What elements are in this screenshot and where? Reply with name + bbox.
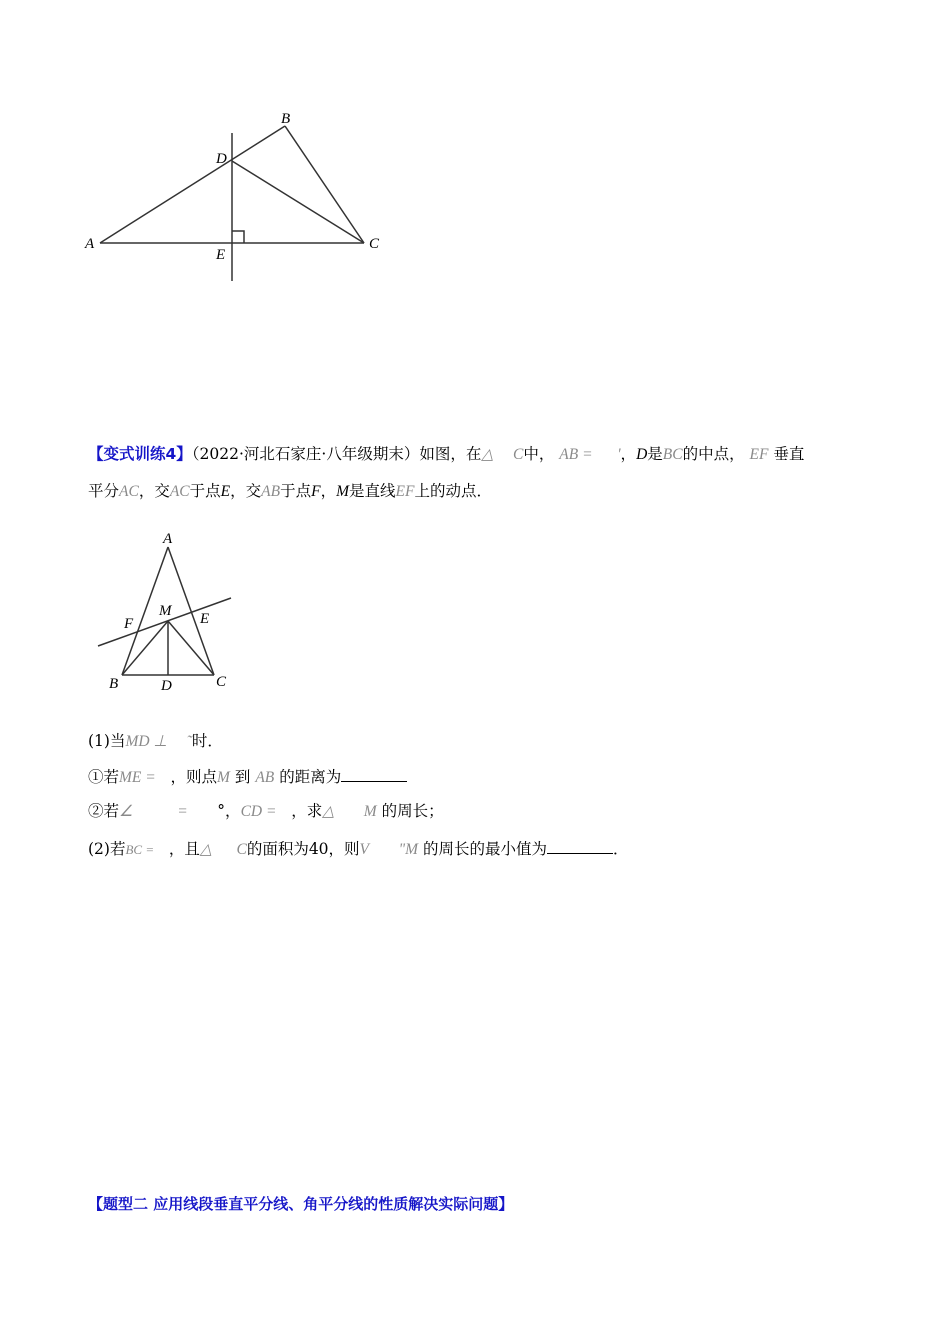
exercise-4-line-1: 【变式训练4】（2022·河北石家庄·八年级期末）如图，在△ C中， AB = '，D是BC的中点， EF 垂直 bbox=[88, 445, 805, 463]
segment-AB bbox=[100, 126, 285, 243]
question-2: (2)若BC = ，且△ C的面积为40，则V "M 的周长的最小值为 ． bbox=[88, 840, 629, 858]
exercise-tag: 【变式训练4】 bbox=[88, 445, 192, 463]
segment-DC bbox=[232, 161, 364, 243]
question-1-ii: ②若∠ = °，CD = ，求△ M 的周长； bbox=[88, 802, 444, 820]
label-B: B bbox=[109, 676, 119, 692]
section-heading: 【题型二 应用线段垂直平分线、角平分线的性质解决实际问题】 bbox=[88, 1195, 514, 1213]
question-1-i: ①若ME = ，则点M 到 AB 的距离为 bbox=[88, 766, 407, 788]
exercise-4-line-2: 平分AC，交AC于点E，交AB于点F，M是直线EF上的动点． bbox=[88, 482, 492, 500]
label-C: C bbox=[216, 674, 227, 690]
label-B: B bbox=[281, 111, 291, 127]
label-A: A bbox=[85, 236, 95, 252]
segment-BC bbox=[285, 126, 364, 243]
answer-blank bbox=[341, 766, 407, 782]
label-C: C bbox=[369, 236, 380, 252]
figure-1-triangle bbox=[80, 105, 400, 290]
label-D: D bbox=[216, 151, 227, 167]
answer-blank bbox=[547, 838, 613, 854]
label-E: E bbox=[216, 247, 226, 263]
figure-2-isosceles-triangle bbox=[90, 525, 250, 700]
label-A: A bbox=[163, 531, 173, 547]
label-D: D bbox=[161, 678, 172, 694]
label-M: M bbox=[159, 603, 172, 619]
question-1: (1)当MD ⊥ ˜时． bbox=[88, 732, 223, 750]
right-angle-mark bbox=[232, 231, 244, 243]
label-E: E bbox=[200, 611, 210, 627]
segment-MC bbox=[168, 621, 214, 675]
label-F: F bbox=[124, 616, 134, 632]
